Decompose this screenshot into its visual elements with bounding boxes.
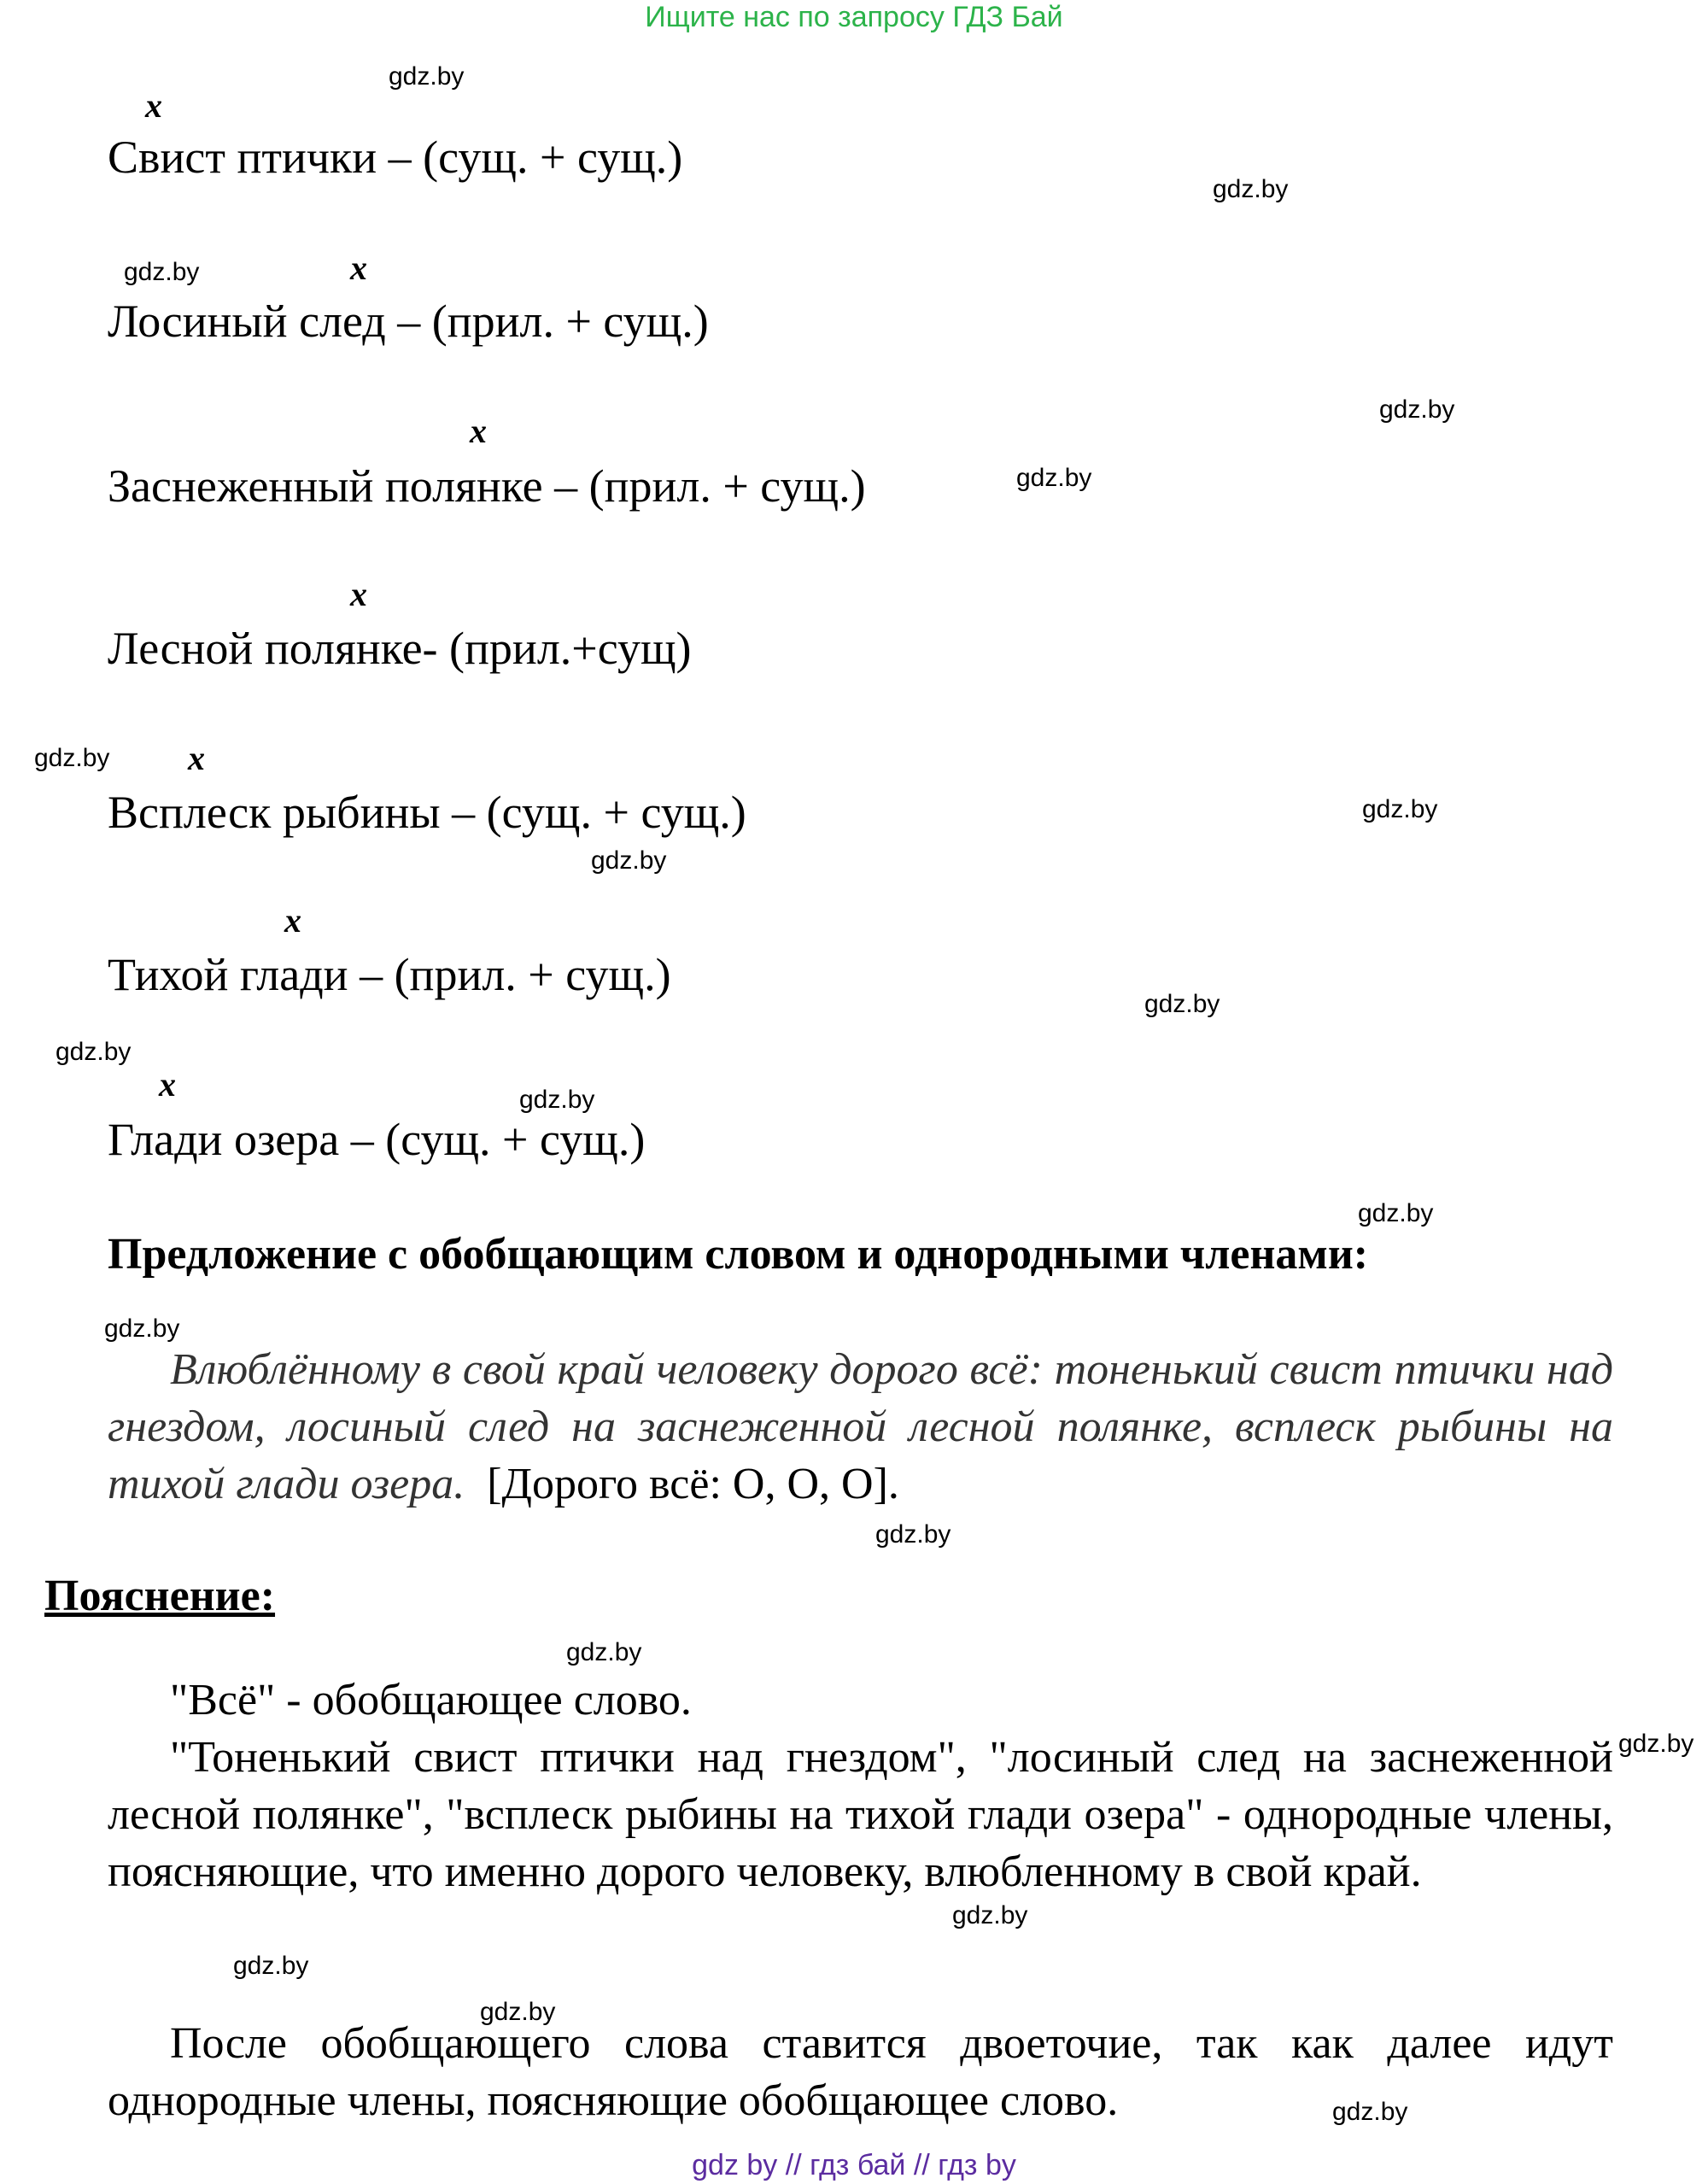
watermark: gdz.by [591,846,667,875]
x-mark: x [145,86,162,125]
watermark: gdz.by [519,1086,595,1114]
x-mark: x [350,575,367,613]
explanation-p1: "Всё" - обобщающее слово. [170,1676,692,1724]
watermark: gdz.by [1144,990,1220,1018]
example-scheme: [Дорого всё: О, О, О]. [487,1460,899,1508]
watermark: gdz.by [1379,395,1455,424]
watermark: gdz.by [875,1520,951,1549]
watermark: gdz.by [104,1314,180,1343]
watermark: gdz.by [34,744,110,772]
watermark: gdz.by [389,62,465,91]
phrase-3: Заснеженный полянке – (прил. + сущ.) [108,460,866,512]
phrase-1: Свист птички – (сущ. + сущ.) [108,132,683,183]
top-banner: Ищите нас по запросу ГДЗ Бай [645,1,1063,33]
explanation-p2: "Тоненький свист птички над гнездом", "лосиный след на заснеженной лесной полянке", "всплеск рыбины на тихой глади озера" - однородные члены, поясняющие, что именно дорого человеку, влюбленному в свой край. [108,1733,1613,1896]
watermark: gdz.by [952,1901,1028,1929]
watermark: gdz.by [124,258,200,286]
phrase-2: Лосиный след – (прил. + сущ.) [108,296,709,347]
watermark: gdz.by [1362,795,1438,823]
phrase-6: Тихой глади – (прил. + сущ.) [108,949,671,1000]
example-paragraph [108,1341,1613,1513]
phrase-5: Всплеск рыбины – (сущ. + сущ.) [108,787,746,838]
x-mark: x [350,249,367,287]
x-mark: x [188,739,205,777]
watermark: gdz.by [56,1038,132,1066]
watermark: gdz.by [480,1998,556,2026]
phrase-7: Глади озера – (сущ. + сущ.) [108,1114,646,1165]
x-mark: x [284,901,301,940]
footer-links[interactable]: gdz by // гдз бай // гдз by [692,2149,1016,2181]
x-mark: x [159,1065,176,1104]
explanation-title: Пояснение: [44,1572,276,1620]
watermark: gdz.by [1618,1730,1694,1758]
phrase-4: Лесной полянке- (прил.+сущ) [108,623,692,674]
example-sentence: Влюблённому в свой край человеку дорого всё: тоненький свист птички над гнездом, лосиный след на заснеженной лесной полянке, всплеск рыбины на тихой глади озера. [108,1345,1613,1508]
section-heading: Предложение с обобщающим словом и однородными членами: [108,1230,1369,1279]
x-mark: x [470,412,487,450]
watermark: gdz.by [566,1638,642,1666]
watermark: gdz.by [233,1952,309,1980]
watermark: gdz.by [1213,175,1289,203]
watermark: gdz.by [1016,464,1092,492]
watermark: gdz.by [1358,1199,1434,1227]
watermark: gdz.by [1332,2098,1408,2126]
explanation-p3: После обобщающего слова ставится двоеточие, так как далее идут однородные члены, поясняющие обобщающее слово. [108,2019,1613,2125]
